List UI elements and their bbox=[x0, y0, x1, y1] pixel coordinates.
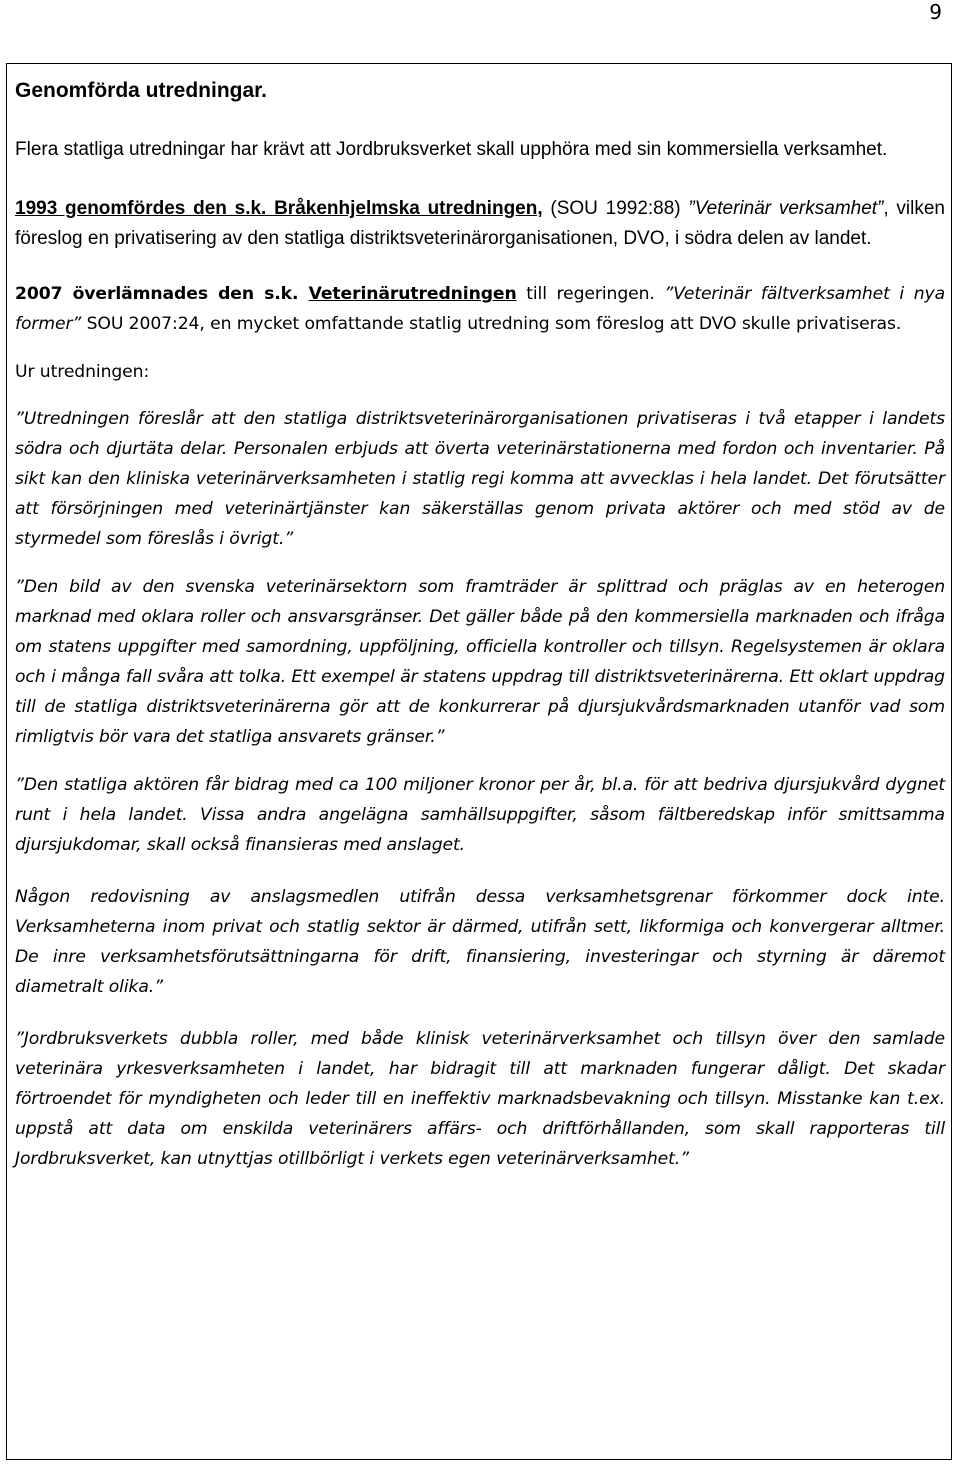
paragraph-2007-name: Veterinärutredningen bbox=[308, 284, 517, 304]
paragraph-2007 bbox=[15, 279, 945, 339]
quotes-intro: Ur utredningen: bbox=[15, 362, 150, 382]
paragraph-2007-rest: SOU 2007:24, en mycket omfattande statlig utredning som föreslog att DVO skulle privatiseras. bbox=[81, 314, 902, 334]
quote-paragraph-3: ”Den statliga aktören får bidrag med ca 100 miljoner kronor per år, bl.a. för att bedriva djursjukvård dygnet runt i hela landet. Vissa andra angelägna samhällsuppgifter, såsom fältberedskap inför smittsamma djursjukdomar, skall också finansieras med anslaget. bbox=[15, 775, 945, 855]
paragraph-2007-mid: till regeringen. bbox=[516, 284, 665, 304]
paragraph-1993 bbox=[15, 194, 945, 254]
paragraph-1993-lead: 1993 genomfördes den s.k. Bråkenhjelmska utredningen, bbox=[15, 198, 543, 219]
quote-paragraph-4: Någon redovisning av anslagsmedlen utifrån dessa verksamhetsgrenar förkommer dock inte. Verksamheterna inom privat och statlig sektor är därmed, utifrån sett, likformiga och konvergerar alltmer. De inre verksamhetsförutsättningarna för drift, finansiering, investeringar och styrning är däremot diametralt olika.” bbox=[15, 887, 945, 997]
paragraph-1993-title: ”Veterinär verksamhet” bbox=[688, 198, 884, 219]
paragraph-2007-lead: 2007 överlämnades den s.k. bbox=[15, 284, 309, 304]
frame-content bbox=[15, 76, 945, 1174]
quote-paragraph-5: ”Jordbruksverkets dubbla roller, med både klinisk veterinärverksamhet och tillsyn över den samlade veterinära yrkesverksamheten i landet, har bidragit till att marknaden fungerar dåligt. Det skadar förtroendet för myndigheten och leder till en ineffektiv marknadsbevakning och tillsyn. Misstanke kan t.ex. uppstå att data om enskilda veterinärers affärs- och driftförhållanden, som skall rapporteras till Jordbruksverket, kan utnyttjas otillbörligt i verkets egen veterinärverksamhet.” bbox=[15, 1029, 945, 1169]
paragraph-1993-rest: , vilken föreslog en privatisering av den statliga distriktsveterinärorganisationen, DVO, i södra delen av landet. bbox=[15, 198, 945, 249]
text-frame bbox=[6, 63, 952, 1460]
quote-paragraph-2: ”Den bild av den svenska veterinärsektorn som framträder är splittrad och präglas av en heterogen marknad med oklara roller och ansvarsgränser. Det gäller både på den kommersiella marknaden och ifråga om statens uppgifter med samordning, uppföljning, officiella kontroller och tillsyn. Regelsystemen är oklara och i många fall svåra att tolka. Ett exempel är statens uppdrag till distriktsveterinärerna. Ett oklart uppdrag till de statliga distriktsveterinärerna gör att de konkurrerar på djursjukvårdsmarknaden utanför vad som rimligtvis bör vara det statliga ansvarets gränser.” bbox=[15, 577, 945, 747]
page-number: 9 bbox=[929, 0, 942, 24]
paragraph-2007-title: ”Veterinär fältverksamhet i nya former” bbox=[15, 284, 946, 334]
quote-paragraph-1: ”Utredningen föreslår att den statliga distriktsveterinärorganisationen privatiseras i två etapper i landets södra och djurtäta delar. Personalen erbjuds att överta veterinärstationerna med fordon och inventarier. På sikt kan den kliniska veterinärverksamheten i statlig regi komma att avvecklas i hela landet. Det förutsätter att försörjningen med veterinärtjänster kan säkerställas genom privata aktörer och med stöd av de styrmedel som föreslås i övrigt.” bbox=[15, 409, 945, 549]
paragraph-1993-ref: (SOU 1992:88) bbox=[542, 198, 689, 219]
intro-paragraph: Flera statliga utredningar har krävt att Jordbruksverket skall upphöra med sin kommersiella verksamhet. bbox=[15, 139, 888, 160]
section-heading: Genomförda utredningar. bbox=[15, 79, 268, 102]
